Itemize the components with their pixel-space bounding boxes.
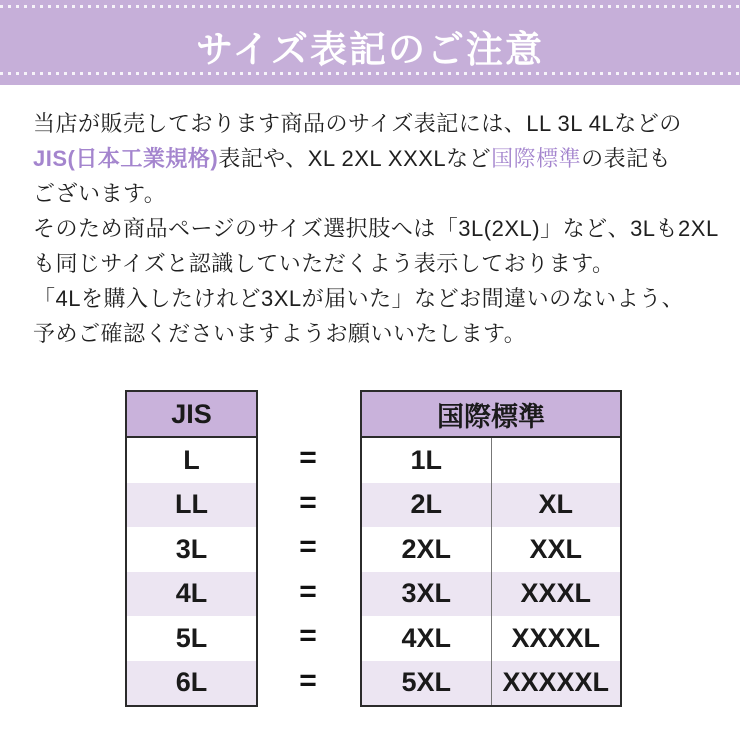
intl-alt-size-value <box>491 438 621 483</box>
table-row <box>362 483 620 528</box>
table-row <box>362 438 620 483</box>
dotted-line-bottom <box>0 72 740 75</box>
jis-size-value: L <box>183 444 200 475</box>
international-table-header: 国際標準 <box>362 392 620 438</box>
intl-size-value: 4XL <box>401 622 452 653</box>
jis-size-value: 3L <box>175 533 208 564</box>
intl-alt-size-value: XL <box>491 483 621 528</box>
dotted-line-top <box>0 5 740 8</box>
table-row <box>127 483 256 528</box>
text-line-4: そのため商品ページのサイズ選択肢へは「3L(2XL)」など、3Lも2XL <box>33 216 719 241</box>
intl-size-value: 2L <box>410 489 442 520</box>
intl-alt-size-value: XXXXL <box>491 616 621 661</box>
text-segment: 表記や、XL 2XL XXXLなど <box>218 146 492 171</box>
intl-size-value: 2XL <box>401 533 452 564</box>
equals-sign: = <box>299 574 317 608</box>
table-row <box>127 572 256 617</box>
text-line-6: 「4Lを購入したけれど3XLが届いた」などお間違いのないよう、 <box>33 286 685 311</box>
table-row <box>127 438 256 483</box>
page-title: サイズ表記のご注意 <box>195 28 545 70</box>
table-row <box>362 616 620 661</box>
header-banner <box>0 0 740 85</box>
table-row <box>362 527 620 572</box>
jis-size-value: 4L <box>175 578 208 609</box>
jis-table <box>125 390 258 707</box>
jis-size-value: 5L <box>175 622 208 653</box>
text-segment: の表記も <box>581 146 672 171</box>
equals-sign: = <box>299 619 317 653</box>
table-row <box>127 661 256 706</box>
intl-size-value: 3XL <box>401 578 452 609</box>
equals-column <box>278 436 338 703</box>
equals-sign: = <box>299 663 317 697</box>
intl-size-value: 5XL <box>401 667 452 698</box>
table-row <box>362 572 620 617</box>
equals-sign: = <box>299 530 317 564</box>
jis-size-value: 6L <box>175 667 208 698</box>
table-row <box>127 527 256 572</box>
international-table <box>360 390 622 707</box>
text-line-7: 予めご確認くださいますようお願いいたします。 <box>33 321 527 346</box>
intl-alt-size-value: XXL <box>491 527 621 572</box>
intro-text <box>33 106 723 351</box>
text-line-2 <box>33 141 723 176</box>
table-row <box>362 661 620 706</box>
text-line-3: ございます。 <box>33 181 167 206</box>
jis-size-value: LL <box>175 489 208 520</box>
intl-size-value: 1L <box>410 444 442 475</box>
equals-sign: = <box>299 485 317 519</box>
intl-standard-highlight: 国際標準 <box>491 146 582 171</box>
intl-alt-size-value: XXXL <box>491 572 621 617</box>
text-line-1: 当店が販売しております商品のサイズ表記には、LL 3L 4Lなどの <box>33 111 682 136</box>
equals-sign: = <box>299 441 317 475</box>
jis-table-header: JIS <box>127 392 256 438</box>
table-row <box>127 616 256 661</box>
intl-alt-size-value: XXXXXL <box>491 661 621 706</box>
jis-highlight: JIS(日本工業規格) <box>33 146 219 171</box>
text-line-5: も同じサイズと認識していただくよう表示しております。 <box>33 251 615 276</box>
